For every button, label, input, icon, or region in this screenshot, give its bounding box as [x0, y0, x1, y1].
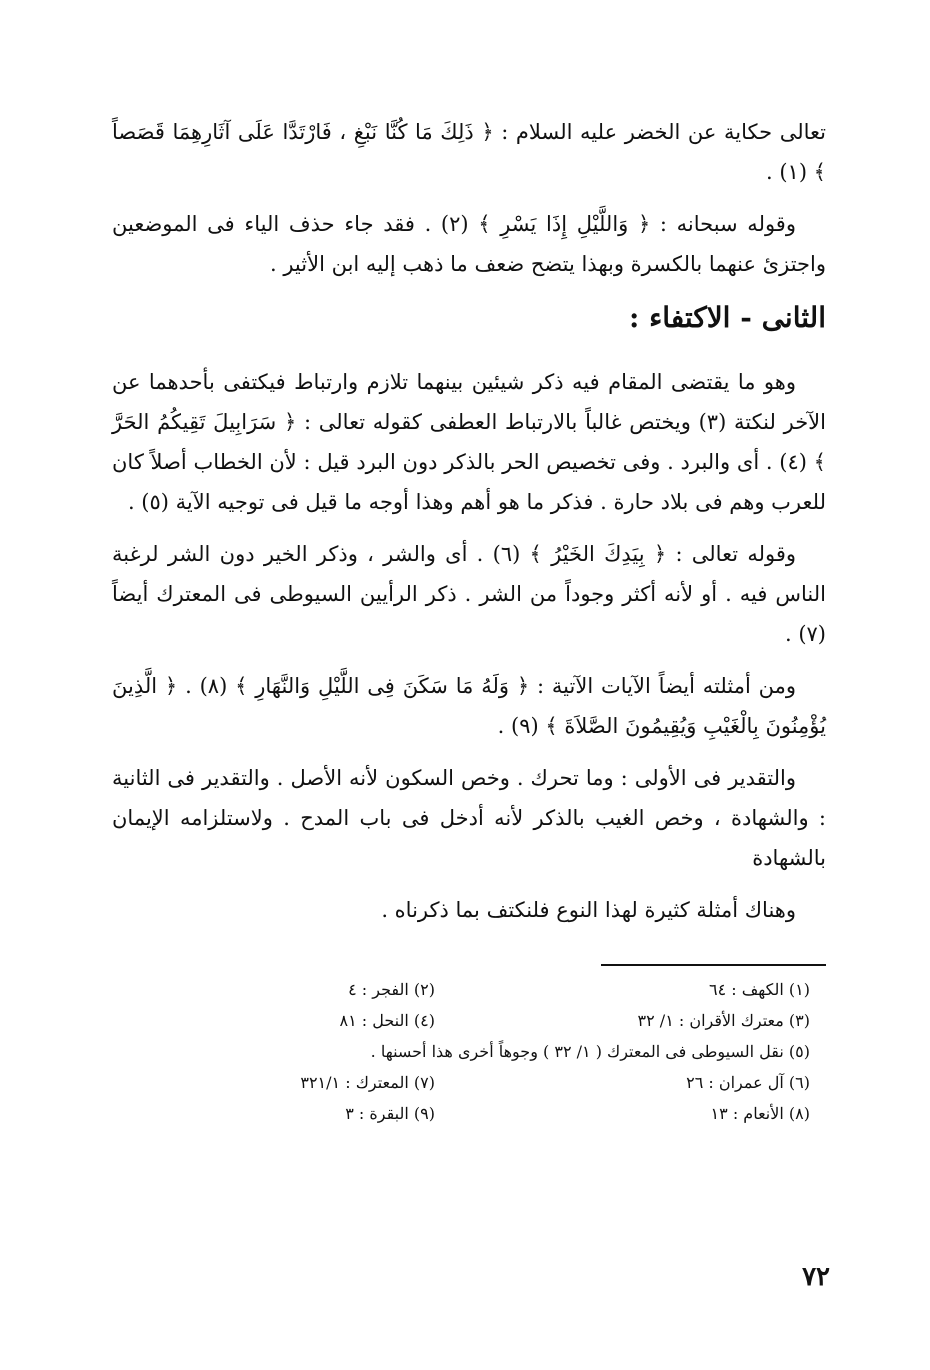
footnote-3: (٣) معترك الأقران : ١/ ٣٢: [637, 1011, 810, 1030]
paragraph-taqdir: والتقدير فى الأولى : وما تحرك . وخص السكون لأنه الأصل . والتقدير فى الثانية : والشهادة ، وخص الغيب بالذكر لأنه أدخل فى باب المدح . ولاستلزامه الإيمان بالشهادة: [112, 766, 826, 870]
paragraph-khayr-verse: وقوله تعالى : ﴿ بِيَدِكَ الخَيْرُ ﴾ (٦) . أى والشر ، وذكر الخير دون الشر لرغبة الناس فيه . أو لأنه أكثر وجوداً من الشر . ذكر الرأيين السيوطى فى المعترك أيضاً (٧) .: [112, 542, 826, 646]
page-number: ٧٢: [802, 1262, 830, 1292]
paragraph-examples: ومن أمثلته أيضاً الآيات الآتية : ﴿ وَلَهُ مَا سَكَنَ فِى اللَّيْلِ وَالنَّهَارِ ﴾ (٨) . ﴿ الَّذِينَ يُؤْمِنُونَ بِالْغَيْبِ وَيُقِيمُونَ الصَّلاَةَ ﴾ (٩) .: [112, 674, 826, 738]
footnote-9: (٩) البقرة : ٣: [345, 1104, 435, 1123]
paragraph-closing: وهناك أمثلة كثيرة لهذا النوع فلنكتف بما ذكرناه .: [381, 898, 796, 922]
footnote-7: (٧) المعترك : ٣٢١/١: [300, 1073, 435, 1092]
footnote-2: (٢) الفجر : ٤: [348, 980, 435, 999]
footnote-divider: [601, 964, 826, 966]
footnotes: [112, 974, 826, 1129]
footnote-1: (١) الكهف : ٦٤: [708, 980, 810, 999]
footnote-8: (٨) الأنعام : ١٣: [710, 1104, 810, 1123]
paragraph-definition: وهو ما يقتضى المقام فيه ذكر شيئين بينهما تلازم وارتباط فيكتفى بأحدهما عن الآخر لنكتة (٣) ويختص غالباً بالارتباط العطفى كقوله تعالى : ﴿ سَرَابِيلَ تَقِيكُمُ الحَرَّ ﴾ (٤) . أى والبرد . وفى تخصيص الحر بالذكر دون البرد قيل : لأن الخطاب أصلاً كان للعرب وهم فى بلاد حارة . فذكر ما هو أهم وهذا أوجه ما قيل فى توجيه الآية (٥) .: [112, 370, 826, 514]
paragraph-night-verse: وقوله سبحانه : ﴿ وَاللَّيْلِ إِذَا يَسْرِ ﴾ (٢) . فقد جاء حذف الياء فى الموضعين واجتزئ عنهما بالكسرة وبهذا يتضح ضعف ما ذهب إليه ابن الأثير .: [112, 212, 826, 276]
footnote-4: (٤) النحل : ٨١: [339, 1011, 435, 1030]
footnote-5: (٥) نقل السيوطى فى المعترك ( ١/ ٣٢ ) وجوهاً أخرى هذا أحسنها .: [370, 1042, 810, 1061]
footnote-6: (٦) آل عمران : ٢٦: [686, 1073, 810, 1092]
section-heading: الثانى - الاكتفاء :: [628, 301, 826, 334]
paragraph-khidr-quote: تعالى حكاية عن الخضر عليه السلام : ﴿ ذَلِكَ مَا كُنَّا نَبْغِ ، فَارْتَدَّا عَلَى آثَارِهِمَا قَصَصاً ﴾ (١) .: [112, 120, 826, 184]
